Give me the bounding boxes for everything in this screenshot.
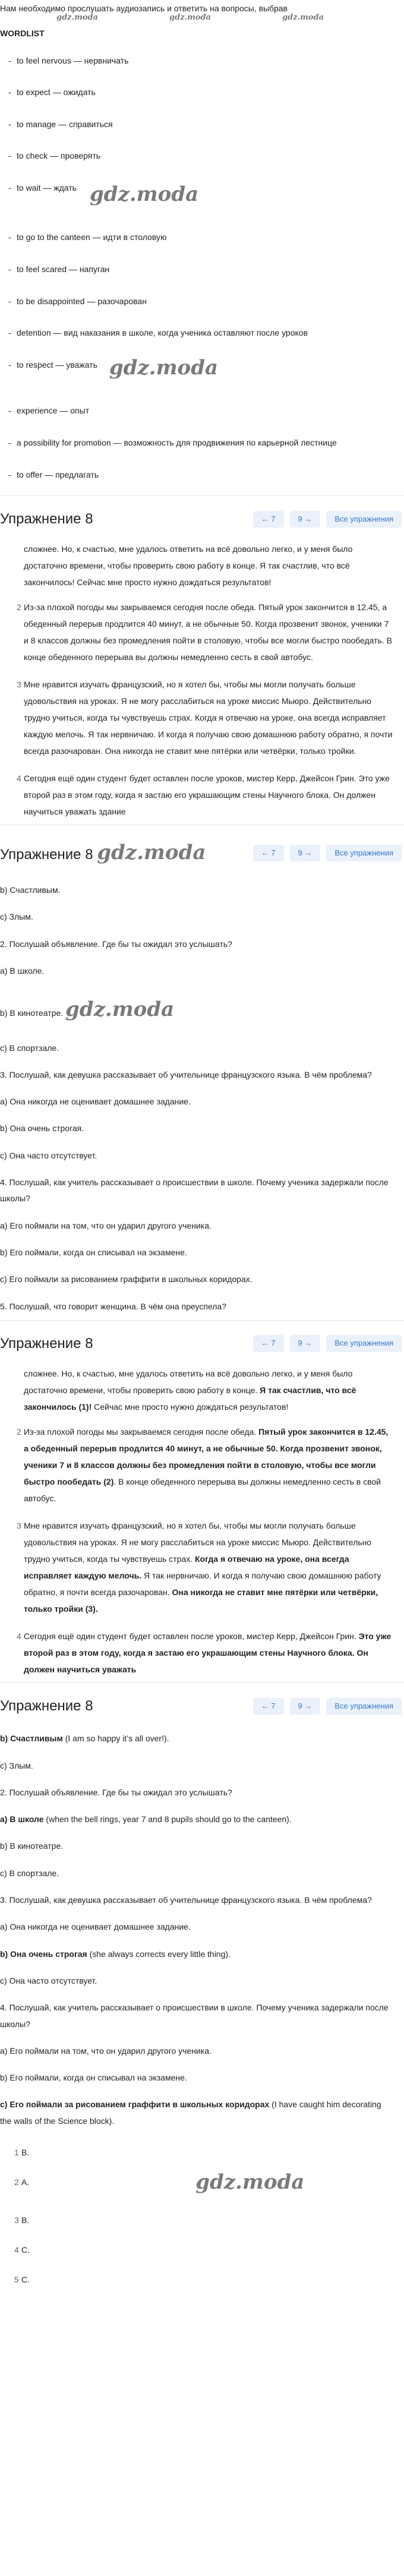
list-item: 2 Из-за плохой погоды мы закрываемся сегодня после обеда. Пятый урок закончится в 12.45, а обеденный перерыв продлится 40 минут, а не обычные 50. Когда прозвенит звонок, ученики 7 и 8 классов должны без промедления пойти в столовую, чтобы все могли быстро пообедать. В конце обеденного перерыва вы должны немедленно сесть в свой автобус. bbox=[17, 602, 392, 662]
all-exercises-button[interactable]: Все упражнения bbox=[326, 1335, 402, 1352]
exercise-header bbox=[0, 1682, 404, 1725]
list-item: - to offer — предлагать bbox=[8, 469, 99, 479]
prev-exercise-button[interactable]: ← 7 bbox=[253, 1698, 284, 1715]
text-line: b) Счастливым (I am so happy it’s all over!). bbox=[0, 1734, 169, 1744]
text-line: c) Она часто отсутствует. bbox=[0, 1975, 97, 1985]
next-exercise-button[interactable]: 9 → bbox=[290, 511, 321, 528]
paragraph: сложнее. Но, к счастью, мне удалось ответить на всё довольно легко, и у меня было достаточно времени, чтобы проверить свою работу в конце. Я так счастлив, что всё закончилось! Сейчас мне просто нужно дождаться результатов! bbox=[24, 544, 353, 588]
text-line: c) В спортзале. bbox=[0, 1868, 59, 1878]
text-line: 3. Послушай, как девушка рассказывает об учительнице французского языка. В чём проблема? bbox=[0, 1069, 372, 1079]
intro-text: Нам необходимо прослушать аудиозапись и ответить на вопросы, выбрав bbox=[0, 4, 288, 13]
watermark: gdz.moda bbox=[195, 2170, 305, 2194]
watermark: gdz.moda bbox=[282, 12, 324, 22]
exercise-title: Упражнение 8 gdz.moda bbox=[0, 841, 206, 865]
text-line: b) Его поймали, когда он списывал на экзамене. bbox=[0, 2073, 187, 2083]
list-item: 4 Сегодня ещё один студент будет оставлен после уроков, мистер Керр, Джейсон Грин. Это уже второй раз в этом году, когда я застаю его украшающим стены Научного блока. Он должен научиться уважать здание bbox=[17, 774, 390, 817]
text-line: c) Злым. bbox=[0, 1760, 33, 1770]
exercise-title: Упражнение 8 bbox=[0, 1335, 93, 1352]
list-item: - to check — проверять bbox=[8, 151, 101, 161]
list-item: - to be disappointed — разочарован bbox=[8, 296, 147, 306]
answer-key bbox=[0, 2135, 404, 2294]
list-item: - to expect — ожидать bbox=[8, 87, 96, 97]
list-item: 4 C. bbox=[14, 2245, 30, 2255]
all-exercises-button[interactable]: Все упражнения bbox=[326, 511, 402, 528]
next-exercise-button[interactable]: 9 → bbox=[290, 1698, 321, 1715]
numbered-list bbox=[0, 1418, 404, 1682]
exercise-title: Упражнение 8 bbox=[0, 1698, 93, 1715]
wordlist-title: WORDLIST bbox=[0, 28, 45, 38]
list-item: 2 Из-за плохой погоды мы закрываемся сегодня после обеда. Пятый урок закончится в 12.45, а обеденный перерыв продлится 40 минут, а не обычные 50. Когда прозвенит звонок, ученики 7 и 8 классов должны без промедления пойти в столовую, чтобы все могли быстро пообедать (2). В конце обеденного перерыва вы должны немедленно сесть в свой автобус. bbox=[17, 1427, 389, 1504]
text-line: 4. Послушай, как учитель рассказывает о происшествии в школе. Почему ученика задержали после школы? bbox=[0, 1177, 389, 1204]
list-item: 4 Сегодня ещё один студент будет оставлен после уроков, мистер Керр, Джейсон Грин. Это уже второй раз в этом году, когда я застаю его украшающим стены Научного блока. Он должен научиться уважать bbox=[17, 1631, 392, 1675]
all-exercises-button[interactable]: Все упражнения bbox=[326, 845, 402, 861]
exercise-nav bbox=[253, 1335, 404, 1352]
text-line: 5. Послушай, что говорит женщина. В чём она преуспела? bbox=[0, 1301, 227, 1311]
exercise-header bbox=[0, 495, 404, 538]
next-exercise-button[interactable]: 9 → bbox=[290, 845, 321, 861]
exercise-header bbox=[0, 825, 404, 877]
prev-exercise-button[interactable]: ← 7 bbox=[253, 1335, 284, 1352]
list-item: 1 B. bbox=[14, 2147, 30, 2157]
exercise-header bbox=[0, 1320, 404, 1363]
list-item: - to manage — справиться bbox=[8, 119, 113, 129]
text-line: 2. Послушай объявление. Где бы ты ожидал это услышать? bbox=[0, 939, 232, 949]
next-exercise-button[interactable]: 9 → bbox=[290, 1335, 321, 1352]
exercise-nav bbox=[253, 511, 404, 528]
text-line: a) Его поймали на том, что он ударил другого ученика. bbox=[0, 2045, 212, 2056]
question-block bbox=[0, 877, 404, 1320]
list-item: 5 C. bbox=[14, 2274, 30, 2284]
list-item: - to feel scared — напуган bbox=[8, 264, 110, 274]
text-line: 4. Послушай, как учитель рассказывает о происшествии в школе. Почему ученика задержали после школы? bbox=[0, 2003, 389, 2029]
watermark: gdz.moda bbox=[65, 997, 175, 1022]
text-line: a) В школе. bbox=[0, 966, 45, 976]
text-line: b) В кинотеатре. gdz.moda bbox=[0, 997, 175, 1022]
exercise-title: Упражнение 8 bbox=[0, 511, 93, 528]
text-line: 2. Послушай объявление. Где бы ты ожидал это услышать? bbox=[0, 1787, 232, 1797]
text-line: b) Его поймали, когда он списывал на экзамене. bbox=[0, 1247, 187, 1257]
list-item: - to go to the canteen — идти в столовую bbox=[8, 232, 167, 242]
text-line: b) Она очень строгая (she always corrects every little thing). bbox=[0, 1949, 231, 1959]
all-exercises-button[interactable]: Все упражнения bbox=[326, 1698, 402, 1715]
list-item: 3 Мне нравится изучать французский, но я хотел бы, чтобы мы могли получать больше удовольствия на уроках. Я не могу расслабиться на уроке миссис Мьюро. Действительно трудно учиться, когда ты чувствуешь страх. Когда я отвечаю на уроке, она всегда исправляет каждую мелочь. Я так нервничаю. И когда я получаю свою домашнюю работу обратно, я почти всегда разочарован. Она никогда не ставит мне пятёрки или четвёрки, только тройки (3). bbox=[17, 1521, 381, 1614]
list-item: - to wait — ждать gdz.moda bbox=[0, 172, 404, 222]
exercise-nav bbox=[253, 845, 404, 861]
list-item: - to respect — уважать gdz.moda bbox=[0, 349, 404, 396]
text-line: a) Она никогда не оценивает домашнее задание. bbox=[0, 1922, 191, 1932]
list-item: - to feel nervous — нервничать bbox=[8, 55, 129, 65]
prev-exercise-button[interactable]: ← 7 bbox=[253, 845, 284, 861]
paragraph: сложнее. Но, к счастью, мне удалось ответить на всё довольно легко, и у меня было достаточно времени, чтобы проверить свою работу в конце. Я так счастлив, что всё закончилось (1)! Сейчас мне просто нужно дождаться результатов! bbox=[24, 1369, 356, 1412]
text-line: c) В спортзале. bbox=[0, 1043, 59, 1053]
exercise-nav bbox=[253, 1698, 404, 1715]
text-line: b) В кинотеатре. bbox=[0, 1841, 64, 1851]
text-line: c) Злым. bbox=[0, 912, 33, 922]
text-line: b) Счастливым. bbox=[0, 885, 61, 895]
wordlist bbox=[0, 40, 404, 496]
text-line: b) Она очень строгая. bbox=[0, 1123, 84, 1134]
list-item: - a possibility for promotion — возможность для продвижения по карьерной лестнице bbox=[8, 438, 337, 448]
numbered-list bbox=[0, 593, 404, 825]
text-line: c) Его поймали за рисованием граффити в школьных коридорах (I have caught him decorating the walls of the Science block). bbox=[0, 2100, 381, 2126]
watermark: gdz.moda bbox=[56, 12, 99, 22]
prev-exercise-button[interactable]: ← 7 bbox=[253, 511, 284, 528]
text-line: a) Его поймали на том, что он ударил другого ученика. bbox=[0, 1220, 212, 1230]
watermark-row bbox=[0, 12, 404, 24]
answer-block bbox=[0, 1725, 404, 2135]
watermark: gdz.moda bbox=[109, 355, 219, 380]
watermark: gdz.moda bbox=[89, 182, 199, 206]
text-line: a) Она никогда не оценивает домашнее задание. bbox=[0, 1097, 191, 1107]
text-line: a) В школе (when the bell rings, year 7 and 8 pupils should go to the canteen). bbox=[0, 1814, 292, 1824]
text-line: c) Его поймали за рисованием граффити в школьных коридорах. bbox=[0, 1274, 252, 1284]
list-item: - experience — опыт bbox=[8, 406, 90, 416]
watermark: gdz.moda bbox=[169, 12, 212, 22]
text-line: c) Она часто отсутствует. bbox=[0, 1150, 97, 1160]
list-item: - detention — вид наказания в школе, когда ученика оставляют после уроков bbox=[8, 328, 308, 338]
list-item: 3 B. bbox=[14, 2215, 30, 2225]
text-line: 3. Послушай, как девушка рассказывает об учительнице французского языка. В чём проблема? bbox=[0, 1895, 372, 1905]
watermark: gdz.moda bbox=[97, 841, 206, 865]
list-item: 2 A. gdz.moda bbox=[0, 2168, 404, 2206]
list-item: 3 Мне нравится изучать французский, но я хотел бы, чтобы мы могли получать больше удовольствия на уроках. Я не могу расслабиться на уроке миссис Мьюро. Действительно трудно учиться, когда ты чувствуешь страх. Когда я отвечаю на уроке, она всегда исправляет каждую мелочь. Я так нервничаю. И когда я получаю свою домашнюю работу обратно, я почти всегда разочарован. Она никогда не ставит мне пятёрки или четвёрки, только тройки. bbox=[17, 680, 393, 756]
